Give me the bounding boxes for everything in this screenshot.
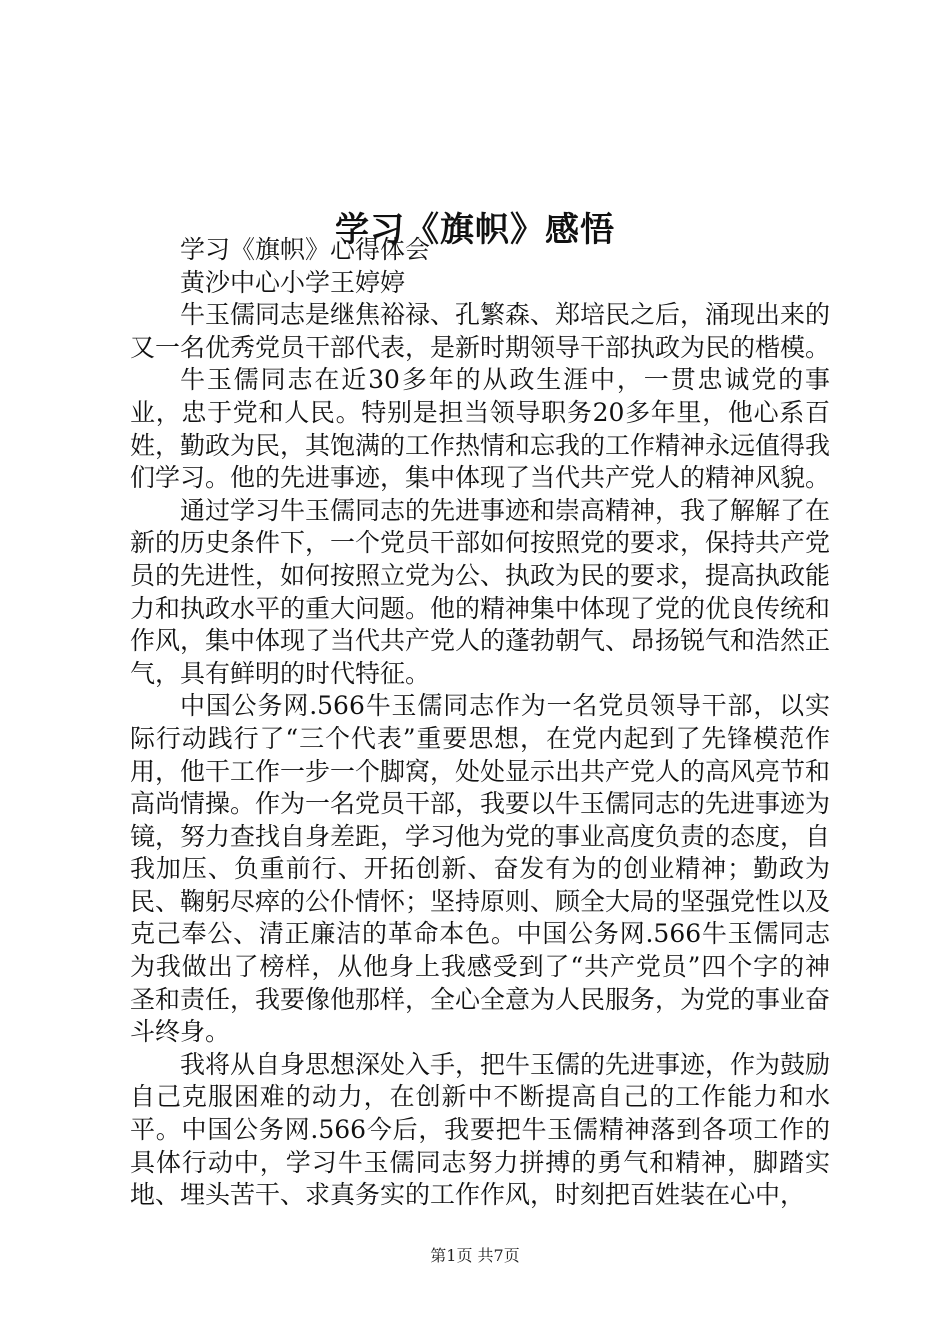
- document-body: [130, 234, 830, 1212]
- body-paragraph-5: 我将从自身思想深处入手，把牛玉儒的先进事迹，作为鼓励自己克服困难的动力，在创新中不断提高自己的工作能力和水平。中国公务网.566今后，我要把牛玉儒精神落到各项工作的具体行动中，学习牛玉儒同志努力拼搏的勇气和精神，脚踏实地、埋头苦干、求真务实的工作作风，时刻把百姓装在心中，: [130, 1049, 831, 1210]
- body-paragraph-2: 牛玉儒同志在近30多年的从政生涯中，一贯忠诚党的事业，忠于党和人民。特别是担当领导职务20多年里，他心系百姓，勤政为民，其饱满的工作热情和忘我的工作精神永远值得我们学习。他的先进事迹，集中体现了当代共产党人的精神风貌。: [130, 365, 831, 493]
- document-title: 学习《旗帜》感悟: [335, 209, 615, 250]
- author-paragraph: 黄沙中心小学王婷婷: [180, 267, 406, 297]
- body-paragraph-1: 牛玉儒同志是继焦裕禄、孔繁森、郑培民之后，涌现出来的又一名优秀党员干部代表，是新时期领导干部执政为民的楷模。: [130, 300, 831, 362]
- body-paragraph-3: 通过学习牛玉儒同志的先进事迹和崇高精神，我了解解了在新的历史条件下，一个党员干部如何按照党的要求，保持共产党员的先进性，如何按照立党为公、执政为民的要求，提高执政能力和执政水平的重大问题。他的精神集中体现了党的优良传统和作风，集中体现了当代共产党人的蓬勃朝气、昂扬锐气和浩然正气，具有鲜明的时代特征。: [130, 495, 831, 688]
- body-paragraph-4: 中国公务网.566牛玉儒同志作为一名党员领导干部，以实际行动践行了“三个代表”重要思想，在党内起到了先锋模范作用，他干工作一步一个脚窝，处处显示出共产党人的高风亮节和高尚情操。作为一名党员干部，我要以牛玉儒同志的先进事迹为镜，努力查找自身差距，学习他为党的事业高度负责的态度，自我加压、负重前行、开拓创新、奋发有为的创业精神；勤政为民、鞠躬尽瘁的公仆情怀；坚持原则、顾全大局的坚强党性以及克己奉公、清正廉洁的革命本色。中国公务网.566牛玉儒同志为我做出了榜样，从他身上我感受到了“共产党员”四个字的神圣和责任，我要像他那样，全心全意为人民服务，为党的事业奋斗终身。: [130, 691, 831, 1047]
- subtitle-paragraph: 学习《旗帜》心得体会: [180, 235, 431, 264]
- page-number-footer: 第1页 共7页: [430, 1246, 520, 1265]
